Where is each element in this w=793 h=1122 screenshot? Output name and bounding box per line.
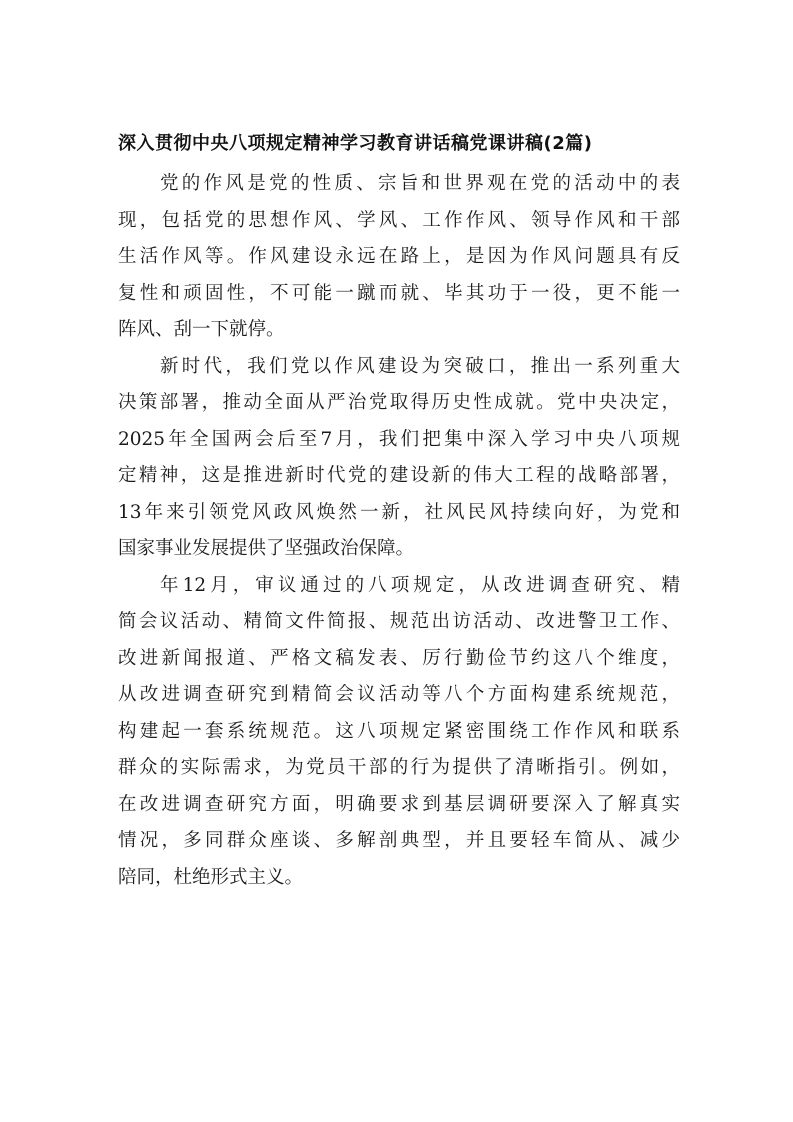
paragraph-3 xyxy=(118,568,680,897)
text-line: 情况，多同群众座谈、多解剖典型，并且要轻车简从、减少 xyxy=(118,830,680,851)
text-line: 陪同，杜绝形式主义。 xyxy=(118,866,304,888)
text-line: 复性和顽固性，不可能一蹴而就、毕其功于一役，更不能一 xyxy=(118,282,680,304)
text-line: 改进新闻报道、严格文稿发表、厉行勤俭节约这八个维度， xyxy=(118,647,680,669)
text-line: 简会议活动、精简文件简报、规范出访活动、改进警卫工作、 xyxy=(118,611,680,632)
paragraph-1 xyxy=(118,166,680,349)
text-line: 2025年全国两会后至7月，我们把集中深入学习中央八项规 xyxy=(118,428,680,450)
text-line: 从改进调查研究到精简会议活动等八个方面构建系统规范， xyxy=(118,684,680,705)
text-line: 群众的实际需求，为党员干部的行为提供了清晰指引。例如， xyxy=(118,757,680,778)
text-line: 国家事业发展提供了坚强政治保障。 xyxy=(118,538,415,559)
paragraph-2 xyxy=(118,349,680,568)
text-line: 决策部署，推动全面从严治党取得历史性成就。党中央决定， xyxy=(118,392,680,413)
text-line: 年12月，审议通过的八项规定，从改进调查研究、精 xyxy=(160,574,680,596)
text-line: 构建起一套系统规范。这八项规定紧密围绕工作作风和联系 xyxy=(118,720,680,742)
text-line: 现，包括党的思想作风、学风、工作作风、领导作风和干部 xyxy=(118,209,680,231)
text-line: 定精神，这是推进新时代党的建设新的伟大工程的战略部署， xyxy=(118,465,680,486)
text-line: 在改进调查研究方面，明确要求到基层调研要深入了解真实 xyxy=(118,793,680,815)
document-body xyxy=(118,166,680,896)
text-line: 新时代，我们党以作风建设为突破口，推出一系列重大 xyxy=(160,355,680,377)
text-line: 生活作风等。作风建设永远在路上，是因为作风问题具有反 xyxy=(118,246,680,267)
document-title: 深入贯彻中央八项规定精神学习教育讲话稿党课讲稿(2篇) xyxy=(118,133,593,154)
text-line: 13年来引领党风政风焕然一新，社风民风持续向好，为党和 xyxy=(118,501,680,523)
text-line: 阵风、刮一下就停。 xyxy=(118,319,285,340)
text-line: 党的作风是党的性质、宗旨和世界观在党的活动中的表 xyxy=(160,173,680,194)
